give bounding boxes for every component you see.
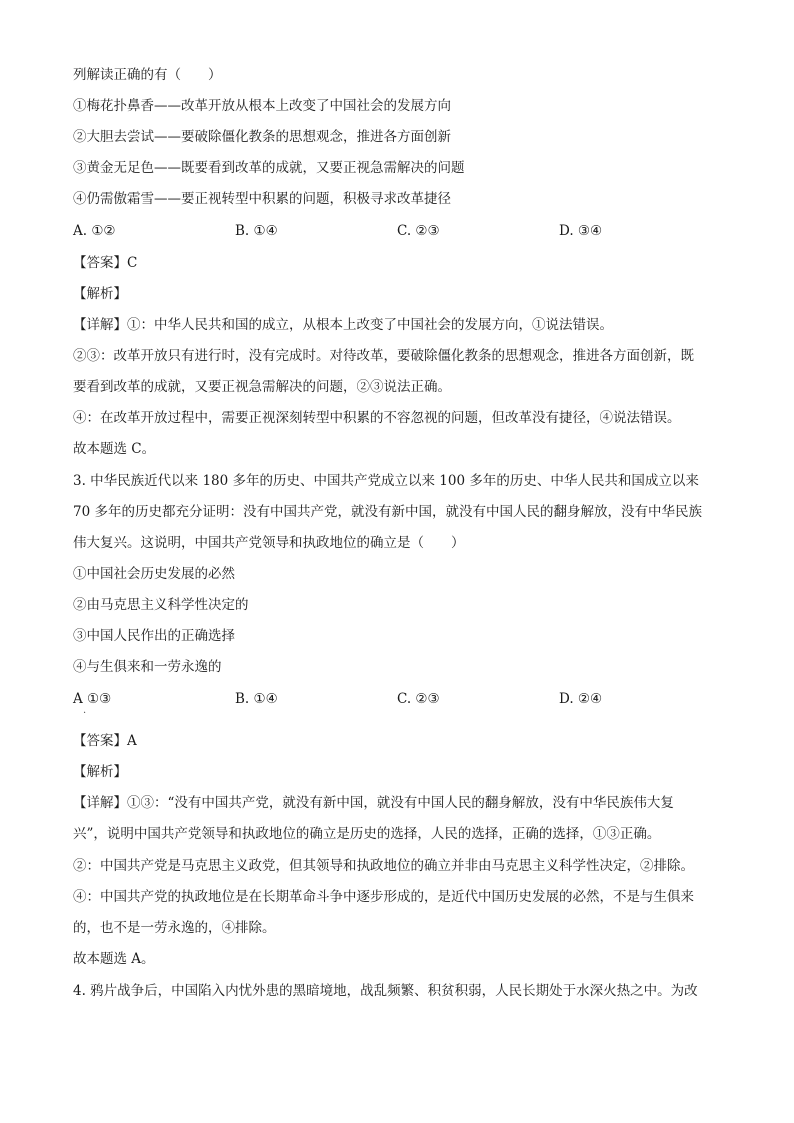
q3-option-1: ①中国社会历史发展的必然 — [73, 566, 235, 582]
q3-detail-3: ②：中国共产党是马克思主义政党，但其领导和执政地位的确立并非由马克思主义科学性决定，②排除。 — [73, 858, 694, 874]
q3-choice-c: C. ②③ — [397, 691, 440, 707]
q3-choice-b: B. ①④ — [235, 691, 278, 707]
q3-option-4: ④与生俱来和一劳永逸的 — [73, 659, 222, 675]
q2-choice-d: D. ③④ — [559, 223, 603, 239]
q2-option-4: ④仍需傲霜雪——要正视转型中积累的问题，积极寻求改革捷径 — [73, 191, 451, 207]
question-3-line-3: 伟大复兴。这说明，中国共产党领导和执政地位的确立是（ ） — [73, 535, 465, 551]
q3-answer: 【答案】A — [73, 733, 137, 749]
question-2-tail: 列解读正确的有（ ） — [73, 67, 222, 83]
q2-analysis-heading: 【解析】 — [73, 286, 127, 302]
q2-option-1: ①梅花扑鼻香——改革开放从根本上改变了中国社会的发展方向 — [73, 98, 451, 114]
q3-detail-5: 的，也不是一劳永逸的，④排除。 — [73, 920, 276, 936]
q2-detail-4: ④：在改革开放过程中，需要正视深刻转型中积累的不容忽视的问题，但改革没有捷径，④说法错误。 — [73, 410, 681, 426]
q3-detail-4: ④：中国共产党的执政地位是在长期革命斗争中逐步形成的，是近代中国历史发展的必然，不是与生俱来 — [73, 889, 694, 905]
question-4-line-1: 4. 鸦片战争后，中国陷入内忧外患的黑暗境地，战乱频繁、积贫积弱，人民长期处于水深火热之中。为改 — [73, 983, 698, 999]
q3-choices — [73, 690, 733, 708]
q3-analysis-heading: 【解析】 — [73, 764, 127, 780]
q2-detail-2: ②③：改革开放只有进行时，没有完成时。对待改革，要破除僵化教条的思想观念，推进各方面创新，既 — [73, 348, 694, 364]
q2-option-3: ③黄金无足色——既要看到改革的成就，又要正视急需解决的问题 — [73, 160, 465, 176]
q3-choice-d: D. ②④ — [559, 691, 603, 707]
q2-answer: 【答案】C — [73, 255, 138, 271]
q3-option-2: ②由马克思主义科学性决定的 — [73, 597, 249, 613]
q2-detail-3: 要看到改革的成就，又要正视急需解决的问题，②③说法正确。 — [73, 379, 451, 395]
q2-conclusion: 故本题选 C。 — [73, 441, 156, 457]
q3-choice-a: A ①③ — [73, 691, 112, 707]
stray-dot-mark: · — [83, 708, 87, 719]
q2-option-2: ②大胆去尝试——要破除僵化教条的思想观念，推进各方面创新 — [73, 129, 451, 145]
q2-choices — [73, 222, 733, 240]
q3-detail-1: 【详解】①③：“没有中国共产党，就没有新中国，就没有中国人民的翻身解放，没有中华民族伟大复 — [73, 795, 674, 811]
q2-detail-1: 【详解】①：中华人民共和国的成立，从根本上改变了中国社会的发展方向，①说法错误。 — [73, 317, 613, 333]
q3-conclusion: 故本题选 A。 — [73, 951, 155, 967]
q2-choice-a: A. ①② — [73, 223, 116, 239]
question-3-line-1: 3. 中华民族近代以来 180 多年的历史、中国共产党成立以来 100 多年的历史、中华人民共和国成立以来 — [73, 473, 699, 489]
q2-choice-b: B. ①④ — [235, 223, 278, 239]
question-3-line-2: 70 多年的历史都充分证明：没有中国共产党，就没有新中国，就没有中国人民的翻身解放，没有中华民族 — [73, 504, 702, 520]
q3-detail-2: 兴”，说明中国共产党领导和执政地位的确立是历史的选择，人民的选择，正确的选择，①③正确。 — [73, 826, 661, 842]
q3-option-3: ③中国人民作出的正确选择 — [73, 628, 235, 644]
q2-choice-c: C. ②③ — [397, 223, 440, 239]
